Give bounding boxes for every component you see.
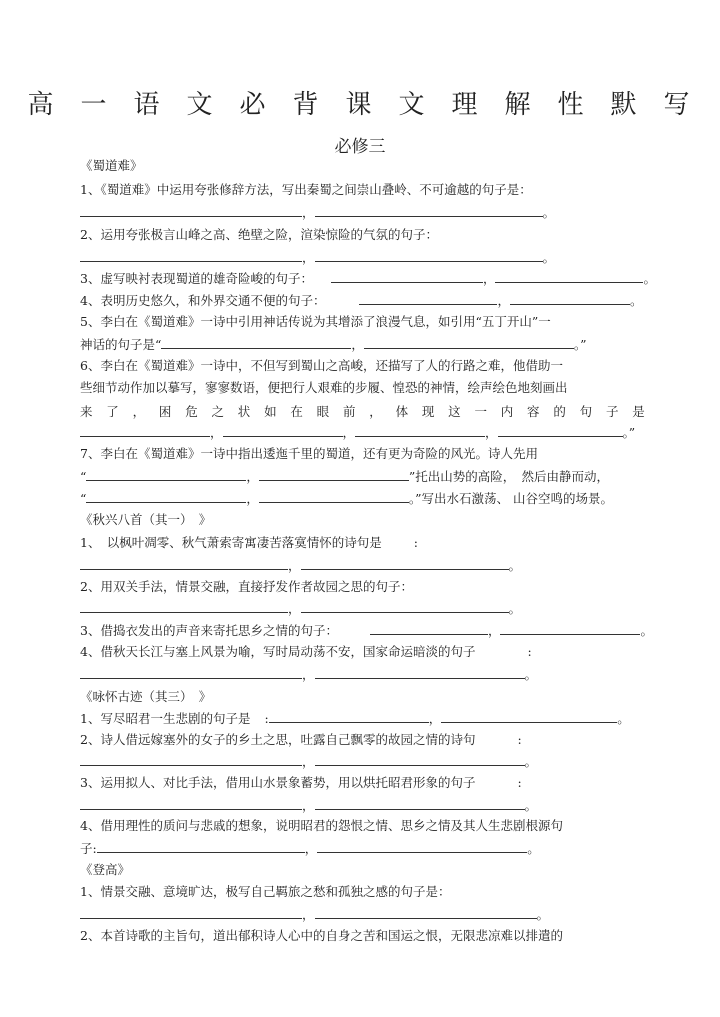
answer-blank[interactable]: [441, 710, 617, 723]
question-text: ”托出山势的高险， 然后由静而动，: [408, 469, 610, 484]
answer-blank[interactable]: [498, 424, 623, 437]
question-line: 3、借捣衣发出的声音来寄托思乡之情的句子： ， 。: [80, 623, 653, 638]
answer-blank[interactable]: [86, 468, 246, 481]
answer-blank[interactable]: [80, 249, 302, 262]
answer-line: ， 。: [80, 204, 555, 221]
question-text: 1、写尽昭君一生悲剧的句子是: [80, 711, 251, 726]
answer-blank[interactable]: [495, 270, 643, 283]
answer-line: ， ， ， 。”: [80, 424, 635, 441]
answer-blank[interactable]: [500, 622, 640, 635]
question-text: 2、用双关手法，情景交融，直接抒发作者故园之思的句子：: [80, 579, 413, 594]
answer-blank[interactable]: [259, 490, 409, 503]
question-line: 3、运用拟人、对比手法，借用山水景象蓄势，用以烘托昭君形象的句子 :: [80, 775, 522, 790]
answer-blank[interactable]: [259, 468, 409, 481]
answer-blank[interactable]: [315, 666, 525, 679]
answer-line: ， 。: [80, 600, 521, 617]
section-heading-shudao: 《蜀道难》: [80, 158, 143, 173]
answer-blank[interactable]: [223, 424, 343, 437]
answer-blank[interactable]: [80, 600, 288, 613]
answer-blank[interactable]: [80, 557, 288, 570]
answer-blank[interactable]: [80, 753, 302, 766]
question-text: 2、诗人借远嫁塞外的女子的乡土之思，吐露自己飘零的故园之情的诗句: [80, 732, 476, 747]
question-text: 6、李白在《蜀道难》一诗中，不但写到蜀山之高峻，还描写了人的行路之难，他借助一: [80, 358, 563, 373]
question-text: 4、借秋天长江与塞上风景为喻，写时局动荡不安，国家命运暗淡的句子: [80, 644, 476, 659]
answer-blank[interactable]: [364, 336, 574, 349]
answer-line: ， 。: [80, 666, 537, 683]
answer-blank[interactable]: [80, 204, 302, 217]
answer-blank[interactable]: [301, 600, 509, 613]
question-text: 子:: [80, 841, 97, 856]
answer-blank[interactable]: [317, 840, 527, 853]
answer-blank[interactable]: [161, 336, 351, 349]
question-text: 4、借用理性的质问与悲戚的想象，说明昭君的怨恨之情、思乡之情及其人生悲剧根源句: [80, 818, 563, 833]
question-text: 1、《蜀道难》中运用夸张修辞方法，写出秦蜀之间崇山叠岭、不可逾越的句子是：: [80, 182, 532, 197]
question-line: 1、 以枫叶凋零、秋气萧索寄寓凄苦落寞情怀的诗句是 :: [80, 535, 418, 550]
answer-blank[interactable]: [86, 490, 246, 503]
question-text: 5、李白在《蜀道难》一诗中引用神话传说为其增添了浪漫气息，如引用“五丁开山”一: [80, 314, 551, 329]
question-text: 3、运用拟人、对比手法，借用山水景象蓄势，用以烘托昭君形象的句子: [80, 775, 476, 790]
answer-blank[interactable]: [331, 270, 483, 283]
answer-line: ， 。: [80, 906, 549, 923]
answer-blank[interactable]: [370, 622, 488, 635]
answer-blank[interactable]: [80, 666, 302, 679]
answer-blank[interactable]: [315, 797, 525, 810]
answer-line: ， 。: [80, 753, 537, 770]
page-subtitle: 必修三: [334, 137, 386, 157]
question-line: 子: ， 。: [80, 841, 540, 856]
answer-blank[interactable]: [355, 424, 485, 437]
answer-blank[interactable]: [315, 249, 543, 262]
answer-blank[interactable]: [269, 710, 429, 723]
question-text: 4、表明历史悠久，和外界交通不便的句子：: [80, 293, 326, 308]
section-heading-denggao: 《登高》: [80, 862, 131, 877]
section-heading-qiuxing: 《秋兴八首（其一） 》: [80, 512, 212, 527]
question-line: 2、诗人借远嫁塞外的女子的乡土之思，吐露自己飘零的故园之情的诗句 :: [80, 732, 522, 747]
question-text: 2、本首诗歌的主旨句，道出郁积诗人心中的自身之苦和国运之恨，无限悲凉难以排遣的: [80, 928, 563, 943]
answer-blank[interactable]: [315, 906, 537, 919]
answer-blank[interactable]: [301, 557, 509, 570]
answer-blank[interactable]: [80, 424, 210, 437]
answer-line: ， 。: [80, 249, 555, 266]
answer-blank[interactable]: [80, 906, 302, 919]
answer-blank[interactable]: [359, 292, 497, 305]
question-line: 4、借秋天长江与塞上风景为喻，写时局动荡不安，国家命运暗淡的句子 :: [80, 644, 532, 659]
answer-blank[interactable]: [97, 840, 305, 853]
answer-blank[interactable]: [315, 204, 543, 217]
answer-blank[interactable]: [510, 292, 630, 305]
question-text: 神话的句子是“: [80, 337, 162, 352]
question-text: 3、虚写映衬表现蜀道的雄奇险峻的句子：: [80, 271, 313, 286]
question-text: 1、 以枫叶凋零、秋气萧索寄寓凄苦落寞情怀的诗句是: [80, 535, 382, 550]
answer-blank[interactable]: [315, 753, 525, 766]
question-text: 2、运用夸张极言山峰之高、绝壁之险，渲染惊险的气氛的句子：: [80, 227, 438, 242]
page-title: 高一语文必背课文理解性默写: [27, 90, 717, 120]
question-text: 。”写出水石激荡、 山谷空鸣的场景。: [408, 491, 614, 506]
answer-line: ， 。: [80, 797, 537, 814]
section-heading-yonghuai: 《咏怀古迹（其三） 》: [80, 689, 212, 704]
answer-blank[interactable]: [80, 797, 302, 810]
justified-text-line: 来 了 ， 困 危 之 状 如 在 眼 前 ， 体 现 这 一 内 容 的 句 子 是: [80, 404, 645, 419]
question-line: 1、写尽昭君一生悲剧的句子是 : ， 。: [80, 711, 630, 726]
question-line: 3、虚写映衬表现蜀道的雄奇险峻的句子： ， 。: [80, 271, 656, 286]
answer-line: ， 。: [80, 557, 521, 574]
question-text: 1、情景交融、意境旷达，极写自己羁旅之愁和孤独之感的句子是：: [80, 884, 451, 899]
question-line: “ ， ”托出山势的高险， 然后由静而动，: [80, 469, 610, 484]
question-line: “ ， 。”写出水石激荡、 山谷空鸣的场景。: [80, 491, 614, 506]
question-line: 4、表明历史悠久，和外界交通不便的句子： ， 。: [80, 293, 643, 308]
question-text: 7、李白在《蜀道难》一诗中指出逶迤千里的蜀道，还有更为奇险的风光。诗人先用: [80, 446, 538, 461]
question-line: 神话的句子是“ ， 。”: [80, 337, 587, 352]
question-text: 些细节动作加以摹写，寥寥数语，便把行人艰难的步履、惶恐的神情，绘声绘色地刻画出: [80, 380, 568, 395]
question-text: 3、借捣衣发出的声音来寄托思乡之情的句子：: [80, 623, 338, 638]
